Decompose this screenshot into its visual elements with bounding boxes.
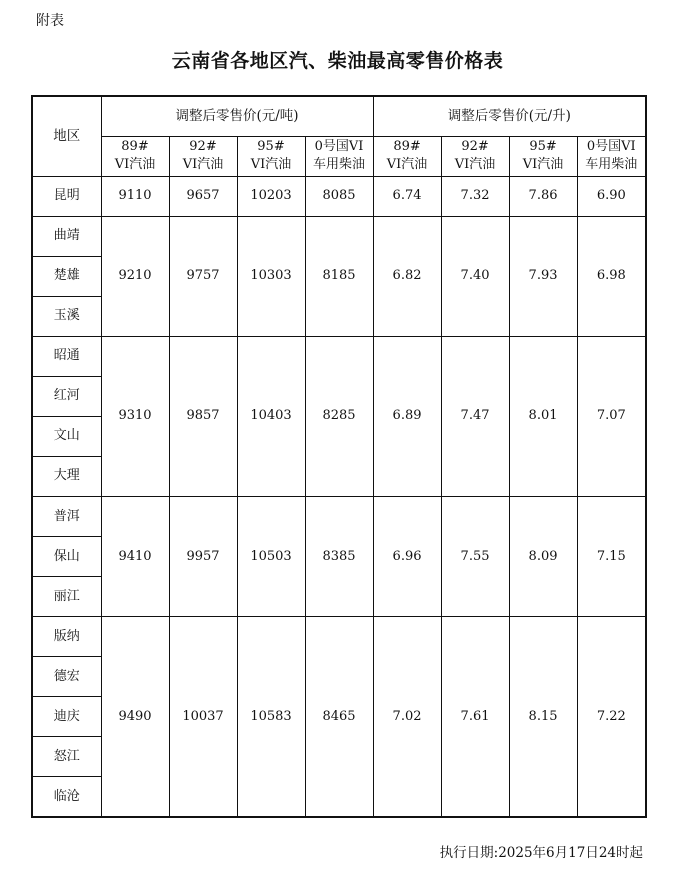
region-cell: 迪庆 — [32, 697, 101, 737]
table-row — [32, 497, 646, 537]
table-row — [32, 336, 646, 376]
price-table-body — [32, 176, 646, 817]
price-cell-liter: 6.96 — [373, 497, 441, 617]
region-cell: 临沧 — [32, 777, 101, 817]
price-cell-liter: 6.82 — [373, 216, 441, 336]
price-cell-ton: 8285 — [305, 336, 373, 496]
fuel-type-header-ton — [237, 136, 305, 176]
price-cell-liter: 7.02 — [373, 617, 441, 817]
price-cell-liter: 8.15 — [509, 617, 577, 817]
price-cell-liter: 7.61 — [441, 617, 509, 817]
fuel-grade: 0号国VI — [586, 139, 636, 154]
table-row — [32, 176, 646, 216]
fuel-grade: 89# — [393, 139, 421, 154]
price-cell-ton: 8385 — [305, 497, 373, 617]
region-cell: 玉溪 — [32, 296, 101, 336]
price-cell-ton: 8465 — [305, 617, 373, 817]
region-cell: 德宏 — [32, 657, 101, 697]
price-cell-ton: 9657 — [169, 176, 237, 216]
price-cell-ton: 9410 — [101, 497, 169, 617]
price-table — [31, 95, 647, 818]
fuel-standard: VI汽油 — [182, 157, 224, 172]
region-cell: 普洱 — [32, 497, 101, 537]
price-cell-ton: 10037 — [169, 617, 237, 817]
price-cell-ton: 9210 — [101, 216, 169, 336]
price-cell-ton: 9757 — [169, 216, 237, 336]
fuel-standard: VI汽油 — [454, 157, 496, 172]
fuel-type-header-liter — [373, 136, 441, 176]
price-cell-ton: 8185 — [305, 216, 373, 336]
region-cell: 大理 — [32, 456, 101, 496]
price-cell-ton: 9857 — [169, 336, 237, 496]
fuel-grade: 92# — [189, 139, 217, 154]
price-cell-ton: 10203 — [237, 176, 305, 216]
fuel-grade: 0号国VI — [314, 139, 364, 154]
region-cell: 楚雄 — [32, 256, 101, 296]
table-row — [32, 216, 646, 256]
group-header-ton: 调整后零售价(元/吨) — [101, 96, 373, 136]
price-cell-liter: 7.40 — [441, 216, 509, 336]
price-cell-liter: 6.98 — [577, 216, 646, 336]
fuel-standard: VI汽油 — [522, 157, 564, 172]
price-cell-liter: 8.09 — [509, 497, 577, 617]
region-cell: 红河 — [32, 376, 101, 416]
region-cell: 昆明 — [32, 176, 101, 216]
fuel-standard: VI汽油 — [386, 157, 428, 172]
price-cell-ton: 9957 — [169, 497, 237, 617]
price-cell-ton: 10583 — [237, 617, 305, 817]
price-cell-liter: 7.86 — [509, 176, 577, 216]
price-cell-ton: 9310 — [101, 336, 169, 496]
fuel-standard: 车用柴油 — [585, 157, 638, 172]
fuel-grade: 95# — [257, 139, 285, 154]
fuel-grade: 95# — [529, 139, 557, 154]
region-cell: 昭通 — [32, 336, 101, 376]
region-cell: 怒江 — [32, 737, 101, 777]
region-cell: 版纳 — [32, 617, 101, 657]
price-cell-liter: 6.90 — [577, 176, 646, 216]
region-cell: 曲靖 — [32, 216, 101, 256]
fuel-standard: VI汽油 — [250, 157, 292, 172]
fuel-standard: VI汽油 — [114, 157, 156, 172]
price-cell-liter: 7.32 — [441, 176, 509, 216]
fuel-type-header-liter — [577, 136, 646, 176]
price-cell-ton: 10303 — [237, 216, 305, 336]
price-cell-ton: 9110 — [101, 176, 169, 216]
fuel-grade: 92# — [461, 139, 489, 154]
price-cell-ton: 9490 — [101, 617, 169, 817]
group-header-liter: 调整后零售价(元/升) — [373, 96, 646, 136]
region-cell: 保山 — [32, 537, 101, 577]
fuel-type-header-ton — [169, 136, 237, 176]
price-cell-ton: 8085 — [305, 176, 373, 216]
price-cell-liter: 7.47 — [441, 336, 509, 496]
price-cell-ton: 10503 — [237, 497, 305, 617]
price-cell-liter: 7.93 — [509, 216, 577, 336]
page-title: 云南省各地区汽、柴油最高零售价格表 — [171, 50, 504, 72]
fuel-type-header-ton — [101, 136, 169, 176]
fuel-type-header-liter — [441, 136, 509, 176]
price-cell-liter: 6.89 — [373, 336, 441, 496]
fuel-type-header-row — [32, 136, 646, 176]
fuel-grade: 89# — [121, 139, 149, 154]
fuel-type-header-ton — [305, 136, 373, 176]
fuel-type-header-liter — [509, 136, 577, 176]
attachment-label: 附表 — [36, 13, 64, 29]
price-cell-liter: 8.01 — [509, 336, 577, 496]
price-cell-liter: 7.15 — [577, 497, 646, 617]
effective-date: 执行日期:2025年6月17日24时起 — [439, 845, 643, 861]
price-cell-liter: 7.22 — [577, 617, 646, 817]
price-cell-ton: 10403 — [237, 336, 305, 496]
price-cell-liter: 7.55 — [441, 497, 509, 617]
price-cell-liter: 7.07 — [577, 336, 646, 496]
region-header: 地区 — [32, 96, 101, 176]
price-cell-liter: 6.74 — [373, 176, 441, 216]
table-row — [32, 617, 646, 657]
region-cell: 丽江 — [32, 577, 101, 617]
fuel-standard: 车用柴油 — [313, 157, 366, 172]
region-cell: 文山 — [32, 416, 101, 456]
